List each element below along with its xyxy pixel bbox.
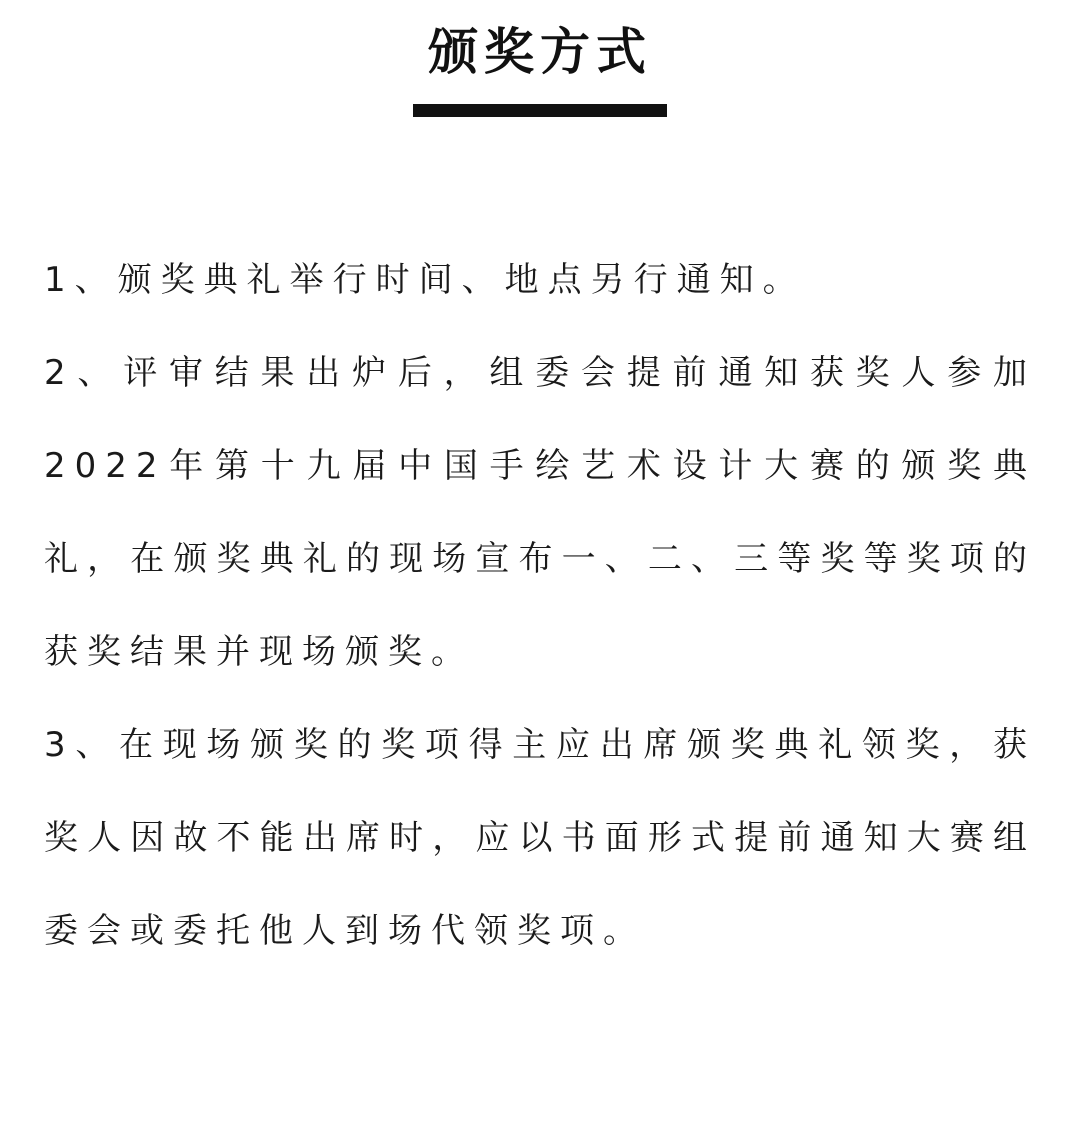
- title-underline-bar: [413, 104, 667, 117]
- rule-item-2: 2、评审结果出炉后，组委会提前通知获奖人参加2022年第十九届中国手绘艺术设计大赛的颁奖典礼，在颁奖典礼的现场宣布一、二、三等奖等奖项的获奖结果并现场颁奖。: [44, 353, 1036, 672]
- rule-item-1: 1、颁奖典礼举行时间、地点另行通知。: [44, 260, 806, 300]
- rule-item-3: 3、在现场颁奖的奖项得主应出席颁奖典礼领奖，获奖人因故不能出席时，应以书面形式提前通知大赛组委会或委托他人到场代领奖项。: [44, 725, 1036, 951]
- page-title: 颁奖方式: [428, 23, 652, 81]
- award-rules-list: [44, 234, 1036, 978]
